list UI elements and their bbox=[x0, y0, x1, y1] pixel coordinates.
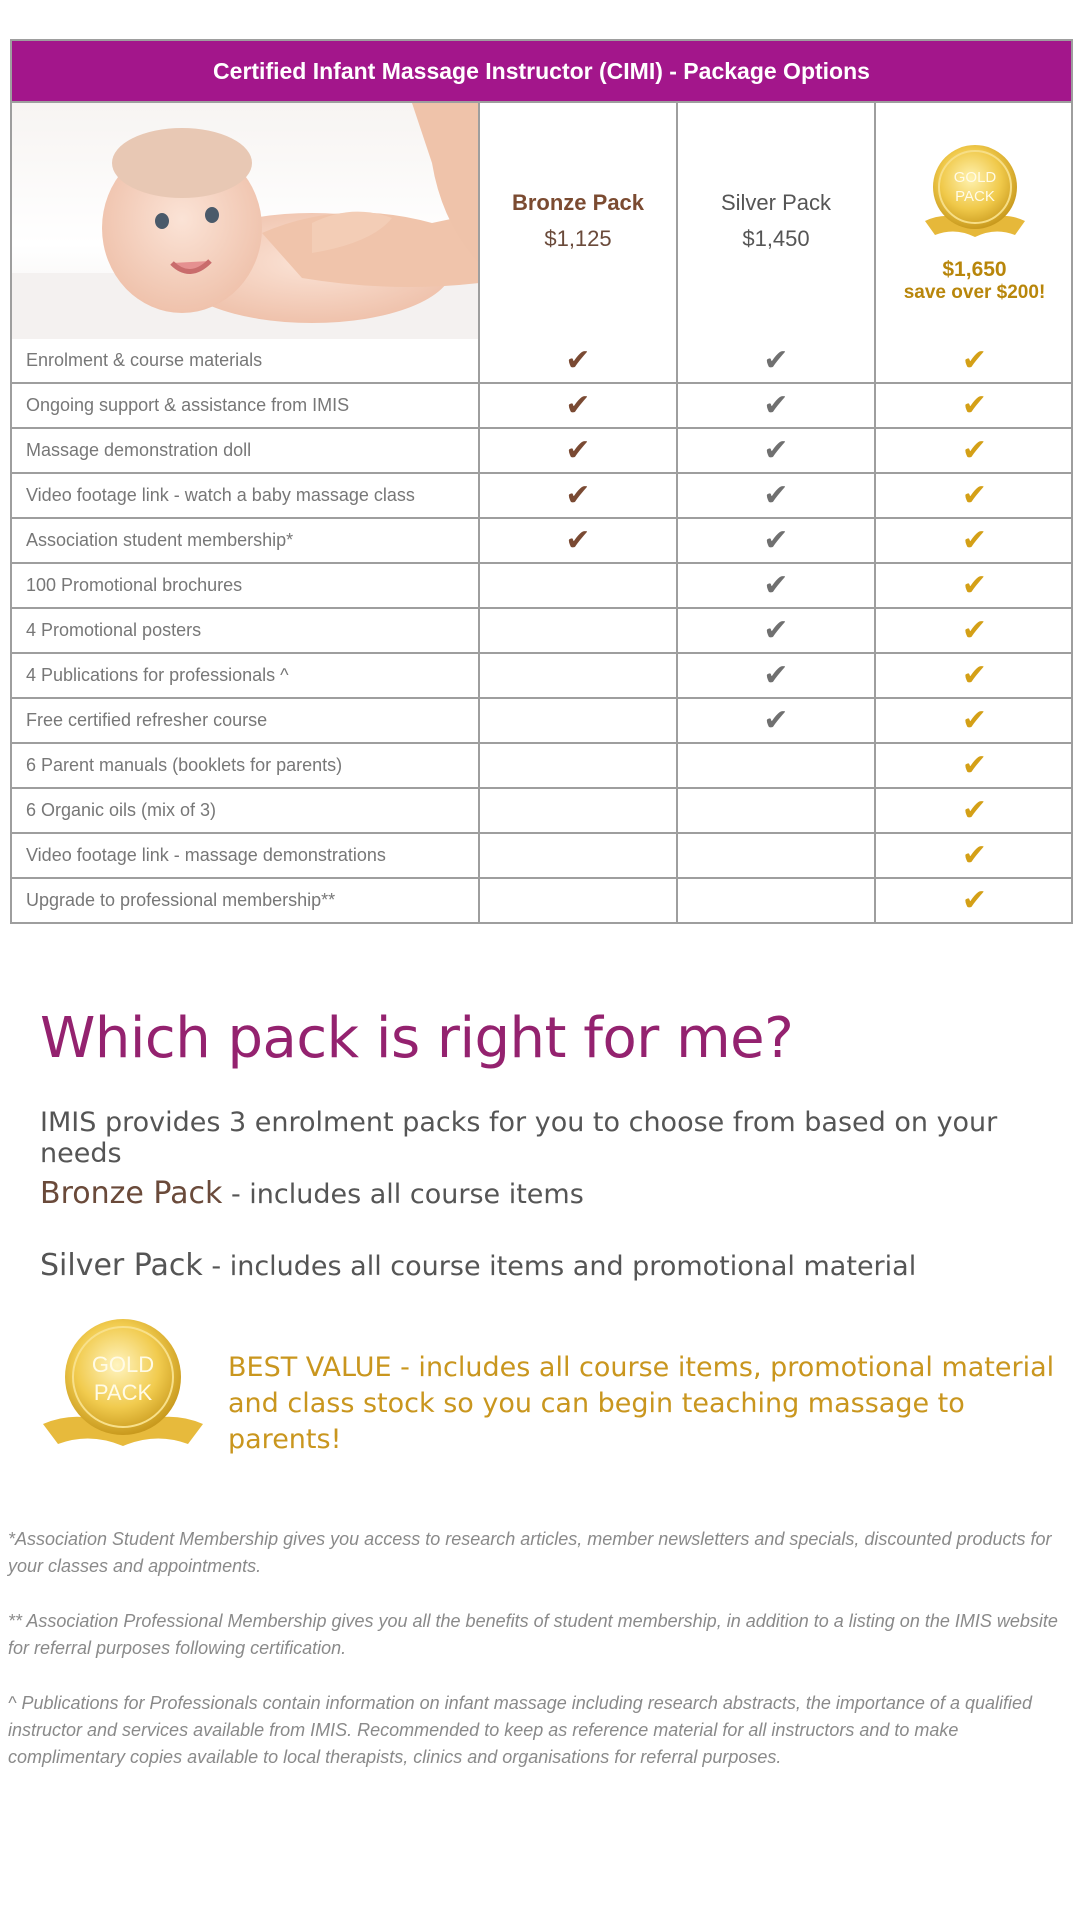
bronze-pack-header bbox=[479, 103, 677, 339]
feature-row bbox=[12, 518, 1073, 563]
bronze-check-icon: ✔ bbox=[479, 518, 677, 563]
silver-check-icon: ✔ bbox=[677, 563, 875, 608]
silver-pack-name: Silver Pack bbox=[720, 190, 832, 215]
silver-check-icon: ✔ bbox=[677, 473, 875, 518]
pack-header-row bbox=[12, 103, 1073, 339]
bronze-summary bbox=[40, 1176, 584, 1211]
silver-pack-price: $1,450 bbox=[742, 226, 810, 251]
baby-photo bbox=[12, 103, 478, 339]
gold-pack-header bbox=[875, 103, 1073, 339]
gold-check-icon: ✔ bbox=[875, 563, 1073, 608]
baby-illustration bbox=[12, 103, 478, 339]
gold-pack-large-badge-icon bbox=[38, 1312, 208, 1462]
gold-check-icon: ✔ bbox=[875, 339, 1073, 383]
feature-row bbox=[12, 563, 1073, 608]
feature-row bbox=[12, 653, 1073, 698]
bronze-check-icon bbox=[479, 833, 677, 878]
silver-check-icon bbox=[677, 788, 875, 833]
feature-label: 6 Organic oils (mix of 3) bbox=[12, 788, 479, 833]
feature-row bbox=[12, 473, 1073, 518]
silver-check-icon: ✔ bbox=[677, 339, 875, 383]
bronze-check-icon: ✔ bbox=[479, 383, 677, 428]
gold-pack-save: save over $200! bbox=[903, 281, 1046, 303]
feature-label: Enrolment & course materials bbox=[12, 339, 479, 383]
silver-summary-name: Silver Pack bbox=[40, 1248, 203, 1283]
silver-check-icon: ✔ bbox=[677, 653, 875, 698]
footnote-student-membership: *Association Student Membership gives you access to research articles, member newsletters and specials, discounted products for your classes and appointments. bbox=[8, 1529, 1052, 1576]
bronze-check-icon bbox=[479, 653, 677, 698]
bronze-summary-name: Bronze Pack bbox=[40, 1176, 223, 1211]
feature-label: 100 Promotional brochures bbox=[12, 563, 479, 608]
feature-row bbox=[12, 383, 1073, 428]
feature-row bbox=[12, 428, 1073, 473]
gold-check-icon: ✔ bbox=[875, 743, 1073, 788]
bronze-check-icon bbox=[479, 698, 677, 743]
bronze-check-icon: ✔ bbox=[479, 473, 677, 518]
bronze-check-icon: ✔ bbox=[479, 339, 677, 383]
bronze-check-icon bbox=[479, 563, 677, 608]
feature-label: Upgrade to professional membership** bbox=[12, 878, 479, 922]
gold-check-icon: ✔ bbox=[875, 653, 1073, 698]
intro-text: IMIS provides 3 enrolment packs for you to choose from based on your needs bbox=[40, 1107, 998, 1169]
feature-row bbox=[12, 743, 1073, 788]
gold-check-icon: ✔ bbox=[875, 473, 1073, 518]
feature-row bbox=[12, 608, 1073, 653]
silver-check-icon: ✔ bbox=[677, 383, 875, 428]
gold-check-icon: ✔ bbox=[875, 833, 1073, 878]
feature-row bbox=[12, 878, 1073, 922]
gold-check-icon: ✔ bbox=[875, 518, 1073, 563]
gold-check-icon: ✔ bbox=[875, 698, 1073, 743]
silver-check-icon: ✔ bbox=[677, 428, 875, 473]
feature-label: 4 Publications for professionals ^ bbox=[12, 653, 479, 698]
feature-rows bbox=[12, 339, 1073, 922]
feature-label: 6 Parent manuals (booklets for parents) bbox=[12, 743, 479, 788]
bronze-check-icon bbox=[479, 788, 677, 833]
bronze-pack-name: Bronze Pack bbox=[511, 190, 645, 215]
silver-check-icon bbox=[677, 878, 875, 922]
silver-check-icon: ✔ bbox=[677, 698, 875, 743]
feature-row bbox=[12, 339, 1073, 383]
bronze-pack-price: $1,125 bbox=[544, 226, 612, 251]
silver-pack-header bbox=[677, 103, 875, 339]
silver-check-icon: ✔ bbox=[677, 518, 875, 563]
footnote-publications: ^ Publications for Professionals contain information on infant massage including research abstracts, the importance of a qualified instructor and services available from IMIS. Recommended to keep as reference material for all instructors and to make complimentary copies available to local therapists, clinics and organisations for referral purposes. bbox=[8, 1693, 1033, 1767]
silver-check-icon bbox=[677, 833, 875, 878]
silver-check-icon: ✔ bbox=[677, 608, 875, 653]
feature-row bbox=[12, 833, 1073, 878]
hero-cell bbox=[12, 103, 479, 339]
package-grid bbox=[12, 103, 1073, 922]
which-pack-heading: Which pack is right for me? bbox=[40, 1006, 794, 1071]
gold-check-icon: ✔ bbox=[875, 383, 1073, 428]
feature-label: Ongoing support & assistance from IMIS bbox=[12, 383, 479, 428]
gold-pack-badge-icon bbox=[915, 139, 1035, 249]
silver-summary bbox=[40, 1248, 916, 1283]
silver-summary-desc: - includes all course items and promotional material bbox=[202, 1251, 917, 1282]
gold-summary-line-2: and class stock so you can begin teaching massage to parents! bbox=[228, 1388, 965, 1455]
table-title: Certified Infant Massage Instructor (CIMI) - Package Options bbox=[12, 41, 1071, 103]
feature-label: Association student membership* bbox=[12, 518, 479, 563]
bronze-check-icon bbox=[479, 743, 677, 788]
bronze-summary-desc: - includes all course items bbox=[222, 1179, 584, 1210]
package-table bbox=[10, 39, 1073, 924]
silver-check-icon bbox=[677, 743, 875, 788]
gold-check-icon: ✔ bbox=[875, 428, 1073, 473]
feature-row bbox=[12, 788, 1073, 833]
gold-summary bbox=[228, 1350, 1080, 1458]
gold-badge-text-2: PACK bbox=[954, 187, 995, 205]
gold-check-icon: ✔ bbox=[875, 608, 1073, 653]
large-badge-text-2: PACK bbox=[93, 1380, 153, 1405]
bronze-check-icon bbox=[479, 608, 677, 653]
gold-badge-text-1: GOLD bbox=[953, 168, 996, 186]
gold-pack-price: $1,650 bbox=[942, 257, 1007, 281]
footnote-professional-membership: ** Association Professional Membership gives you all the benefits of student membership, in addition to a listing on the IMIS website for referral purposes following certification. bbox=[8, 1611, 1058, 1658]
feature-label: Free certified refresher course bbox=[12, 698, 479, 743]
bronze-check-icon bbox=[479, 878, 677, 922]
gold-check-icon: ✔ bbox=[875, 878, 1073, 922]
bronze-check-icon: ✔ bbox=[479, 428, 677, 473]
feature-row bbox=[12, 698, 1073, 743]
gold-summary-line-1: BEST VALUE - includes all course items, promotional material bbox=[228, 1352, 1055, 1383]
feature-label: Massage demonstration doll bbox=[12, 428, 479, 473]
feature-label: 4 Promotional posters bbox=[12, 608, 479, 653]
large-badge-text-1: GOLD bbox=[91, 1352, 155, 1377]
feature-label: Video footage link - massage demonstrations bbox=[12, 833, 479, 878]
gold-check-icon: ✔ bbox=[875, 788, 1073, 833]
feature-label: Video footage link - watch a baby massage class bbox=[12, 473, 479, 518]
